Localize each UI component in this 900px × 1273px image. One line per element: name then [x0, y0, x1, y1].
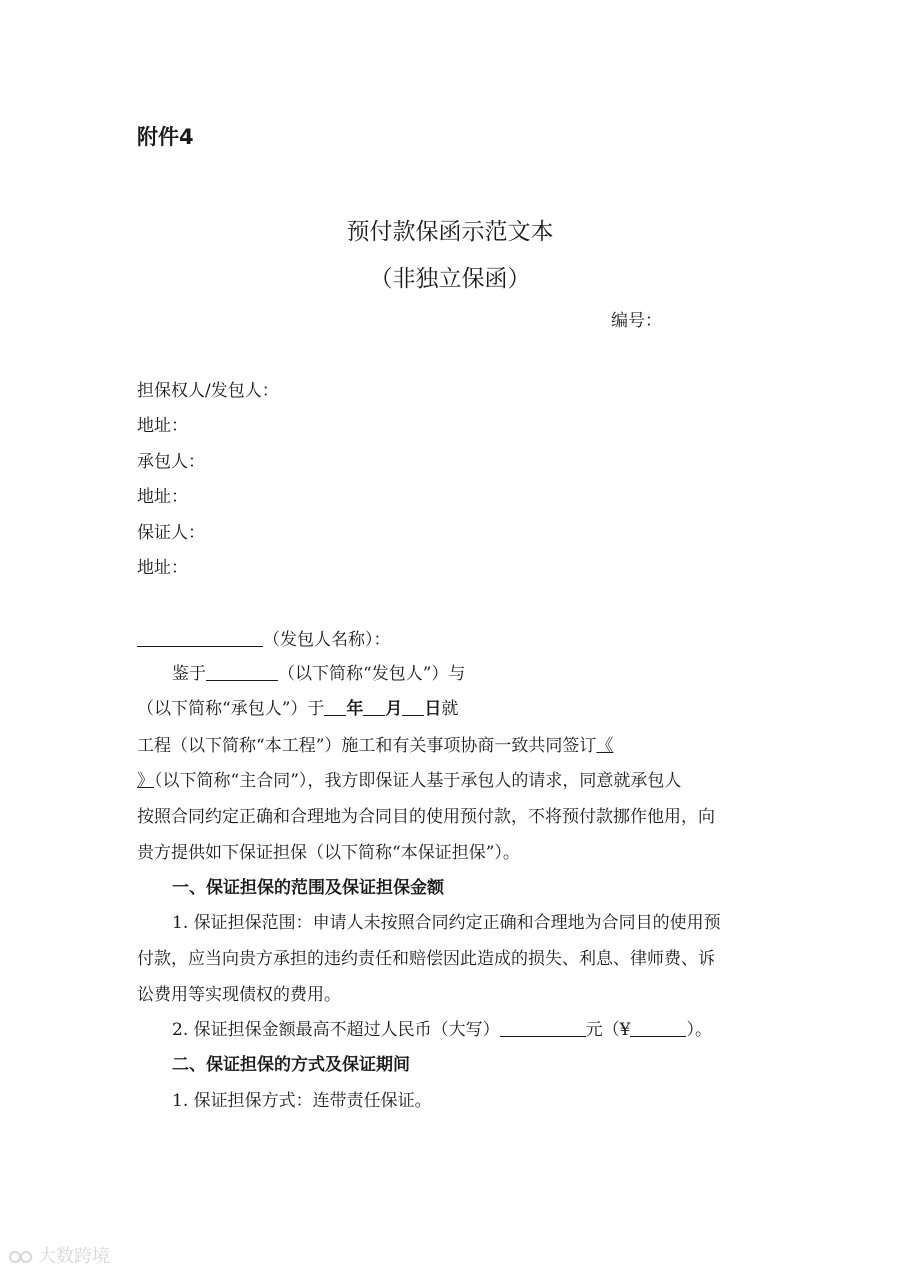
document-title: 预付款保函示范文本 [346, 219, 554, 245]
year-label: 年 [346, 699, 364, 719]
addressee-line [137, 625, 391, 650]
recital-whereas: 鉴于 [172, 664, 206, 684]
recital-line-3 [137, 731, 613, 756]
recital-line-1 [172, 659, 465, 684]
party-contractor: 承包人： [137, 452, 205, 472]
party-obligee: 担保权人/发包人： [137, 381, 279, 401]
month-blank [363, 699, 385, 716]
amount-close: ）。 [686, 1020, 712, 1040]
amount-yuan-label: 元（¥ [585, 1020, 631, 1040]
recital-on: 就 [441, 699, 459, 719]
recital-line-4 [137, 766, 681, 791]
section-1-item-1-line-1: 1. 保证担保范围：申请人未按照合同约定正确和合理地为合同目的使用预 [172, 913, 721, 933]
recital-line-2 [137, 694, 458, 719]
section-1-item-2 [172, 1015, 712, 1040]
watermark-logo-icon [8, 1248, 34, 1266]
addressee-blank [137, 630, 263, 647]
section-1-item-1-line-3: 讼费用等实现债权的费用。 [137, 985, 341, 1005]
recital-line-6: 贵方提供如下保证担保（以下简称“本保证担保”）。 [137, 843, 520, 863]
month-label: 月 [385, 699, 403, 719]
serial-number-label: 编号： [611, 311, 662, 331]
section-2-title: 二、保证担保的方式及保证期间 [172, 1055, 410, 1075]
day-blank [402, 699, 424, 716]
document-subtitle: （非独立保函） [369, 266, 531, 292]
section-1-title: 一、保证担保的范围及保证担保金额 [172, 878, 444, 898]
recital-employer-abbr: （以下简称“发包人”）与 [278, 664, 466, 684]
recital-line-5: 按照合同约定正确和合理地为合同目的使用预付款，不将预付款挪作他用，向 [137, 807, 715, 827]
day-label: 日 [424, 699, 442, 719]
recital-main-contract: （以下简称“主合同”），我方即保证人基于承包人的请求，同意就承包人 [154, 771, 682, 791]
contract-open-bracket: 《 [596, 736, 614, 756]
amount-figure-blank [630, 1020, 686, 1037]
attachment-label: 附件4 [137, 125, 194, 149]
recital-contractor-abbr: （以下简称“承包人”）于 [137, 699, 325, 719]
section-2-item-1: 1. 保证担保方式：连带责任保证。 [172, 1091, 432, 1111]
party-guarantor: 保证人： [137, 523, 205, 543]
section-1-item-1-line-2: 付款，应当向贵方承担的违约责任和赔偿因此造成的损失、利息、律师费、诉 [137, 949, 715, 969]
party-obligee-address: 地址： [137, 416, 188, 436]
year-blank [324, 699, 346, 716]
guarantee-amount-text: 2. 保证担保金额最高不超过人民币（大写） [172, 1020, 500, 1040]
watermark [8, 1242, 110, 1268]
contract-close-bracket: 》 [137, 771, 154, 791]
watermark-text: 大数跨境 [38, 1246, 110, 1267]
recital-project: 工程（以下简称“本工程”）施工和有关事项协商一致共同签订 [137, 736, 597, 756]
employer-blank [206, 664, 278, 681]
party-contractor-address: 地址： [137, 487, 188, 507]
party-guarantor-address: 地址： [137, 558, 188, 578]
amount-words-blank [500, 1020, 586, 1037]
addressee-suffix: （发包人名称）： [263, 630, 391, 650]
